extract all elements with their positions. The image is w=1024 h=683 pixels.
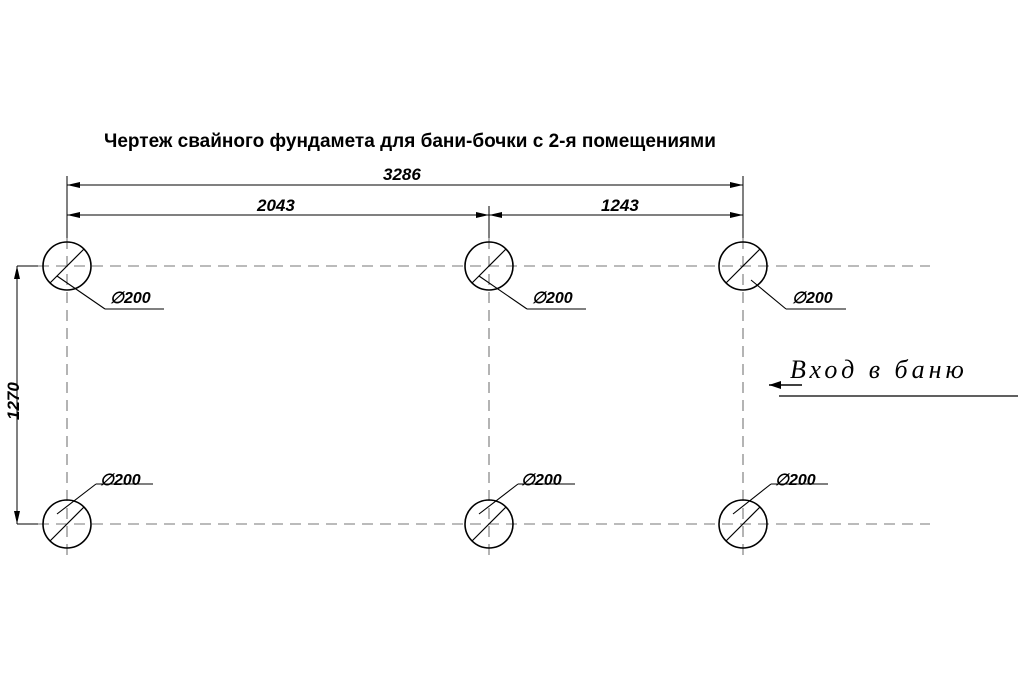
pile-top-right-label: ∅200 [792, 290, 833, 307]
pile-bottom-left-label: ∅200 [100, 472, 141, 489]
dimension-width-label: 1270 [4, 382, 23, 420]
pile-top-middle-label: ∅200 [532, 290, 573, 307]
dimension-segments [67, 206, 743, 243]
pile-top-left-label: ∅200 [110, 290, 151, 307]
pile-group [43, 242, 767, 548]
pile-bottom-right-label: ∅200 [775, 472, 816, 489]
pile-bottom-middle-label: ∅200 [521, 472, 562, 489]
axis-grid-lines [38, 238, 930, 560]
drawing-title: Чертеж свайного фундамета для бани-бочки с 2-я помещениями [104, 131, 716, 152]
dimension-overall-label: 3286 [383, 165, 421, 184]
pile-leader-lines [57, 276, 846, 514]
dimension-left-span-label: 2043 [257, 196, 295, 215]
dimension-right-span-label: 1243 [601, 196, 639, 215]
dimension-overall-length [67, 176, 743, 243]
entrance-label: Вход в баню [790, 355, 968, 384]
